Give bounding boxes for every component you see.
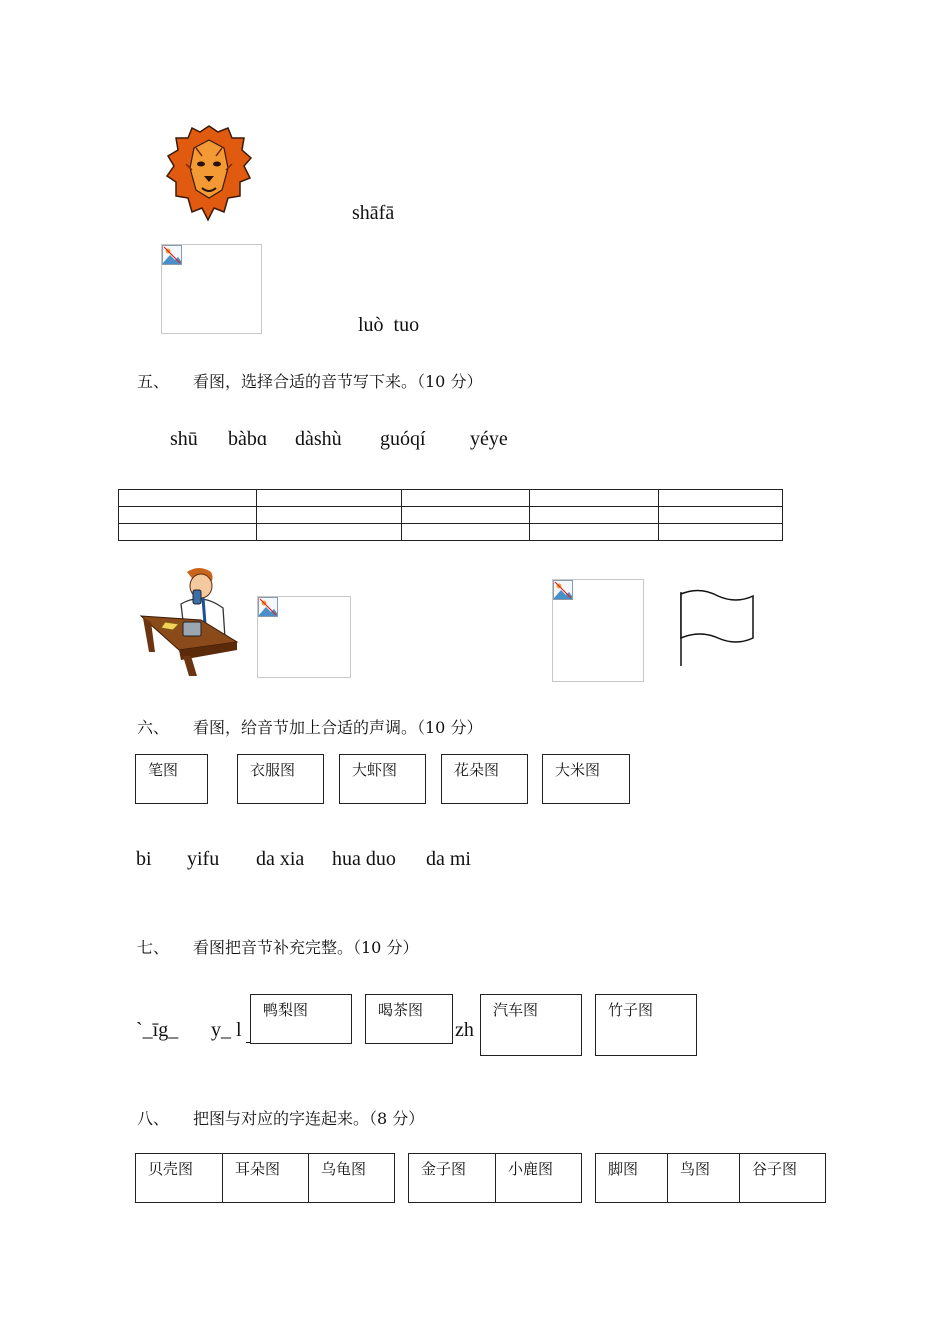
divider bbox=[308, 1154, 309, 1202]
picture-box-flower bbox=[441, 754, 528, 804]
picture-box-pen bbox=[135, 754, 208, 804]
grid-cell[interactable] bbox=[119, 507, 257, 524]
grid-cell[interactable] bbox=[119, 524, 257, 541]
picture-box-clothes bbox=[237, 754, 324, 804]
grid-cell[interactable] bbox=[658, 507, 782, 524]
box-label: 汽车图 bbox=[493, 1001, 539, 1019]
picture-box-shrimp bbox=[339, 754, 426, 804]
picture-group-1 bbox=[135, 1153, 395, 1203]
syllable-option: shū bbox=[170, 428, 198, 450]
section-instruction: 把图与对应的字连起来。（8 分） bbox=[193, 1109, 425, 1128]
box-label: 鸭梨图 bbox=[263, 1001, 309, 1019]
box-label: 乌龟图 bbox=[321, 1160, 367, 1178]
box-label: 脚图 bbox=[608, 1160, 639, 1178]
section-number: 五、 bbox=[137, 372, 170, 391]
box-label: 耳朵图 bbox=[235, 1160, 281, 1178]
syllable-option: guóqí bbox=[380, 428, 426, 450]
box-label: 金子图 bbox=[421, 1160, 467, 1178]
image-placeholder-grandpa bbox=[552, 579, 644, 682]
grid-cell[interactable] bbox=[658, 490, 782, 507]
tone-pinyin: bi bbox=[136, 848, 152, 870]
man-on-phone-clipart bbox=[139, 564, 240, 678]
picture-box-bamboo bbox=[595, 994, 697, 1056]
grid-row bbox=[119, 524, 783, 541]
image-placeholder-camel bbox=[161, 244, 262, 334]
answer-writing-grid bbox=[118, 489, 783, 541]
section-instruction: 看图，给音节加上合适的声调。（10 分） bbox=[193, 718, 483, 737]
syllable-fragment: `_īg_ bbox=[136, 1019, 179, 1041]
grid-row bbox=[119, 490, 783, 507]
grid-cell[interactable] bbox=[119, 490, 257, 507]
box-label: 笔图 bbox=[148, 761, 179, 779]
flag-icon bbox=[678, 588, 756, 668]
box-label: 衣服图 bbox=[250, 761, 296, 779]
section-instruction: 看图，选择合适的音节写下来。（10 分） bbox=[193, 372, 483, 391]
box-label: 喝茶图 bbox=[378, 1001, 424, 1019]
box-label: 贝壳图 bbox=[148, 1160, 194, 1178]
tone-pinyin: da xia bbox=[256, 848, 305, 870]
box-label: 花朵图 bbox=[454, 761, 500, 779]
section-number: 六、 bbox=[137, 718, 170, 737]
syllable-option: bàbɑ bbox=[228, 428, 268, 450]
section-7-heading bbox=[137, 935, 537, 957]
broken-image-icon bbox=[258, 597, 278, 617]
picture-box-tea bbox=[365, 994, 453, 1044]
syllable-fragment: zh bbox=[455, 1019, 474, 1041]
picture-box-car bbox=[480, 994, 582, 1056]
section-6-heading bbox=[137, 715, 537, 737]
divider bbox=[739, 1154, 740, 1202]
syllable-option: dàshù bbox=[295, 428, 342, 450]
picture-box-pear bbox=[250, 994, 352, 1044]
grid-cell[interactable] bbox=[257, 490, 401, 507]
grid-cell[interactable] bbox=[257, 524, 401, 541]
syllable-fragment: y_ l bbox=[211, 1019, 242, 1041]
section-8-heading bbox=[137, 1106, 537, 1128]
box-label: 小鹿图 bbox=[508, 1160, 554, 1178]
section-5-heading bbox=[137, 369, 537, 391]
image-placeholder-tree bbox=[257, 596, 351, 678]
section-instruction: 看图把音节补充完整。（10 分） bbox=[193, 938, 419, 957]
tone-pinyin: da mi bbox=[426, 848, 471, 870]
grid-cell[interactable] bbox=[530, 507, 658, 524]
grid-cell[interactable] bbox=[257, 507, 401, 524]
divider bbox=[222, 1154, 223, 1202]
grid-cell[interactable] bbox=[530, 524, 658, 541]
grid-cell[interactable] bbox=[401, 507, 529, 524]
broken-image-icon bbox=[162, 245, 182, 265]
grid-row bbox=[119, 507, 783, 524]
tone-pinyin: yifu bbox=[187, 848, 220, 870]
box-label: 大虾图 bbox=[352, 761, 398, 779]
picture-group-2 bbox=[408, 1153, 582, 1203]
grid-cell[interactable] bbox=[401, 490, 529, 507]
grid-cell[interactable] bbox=[530, 490, 658, 507]
box-label: 鸟图 bbox=[680, 1160, 711, 1178]
broken-image-icon bbox=[553, 580, 573, 600]
section-number: 七、 bbox=[137, 938, 170, 957]
box-label: 谷子图 bbox=[752, 1160, 798, 1178]
section-number: 八、 bbox=[137, 1109, 170, 1128]
picture-box-rice bbox=[542, 754, 630, 804]
box-label: 竹子图 bbox=[608, 1001, 654, 1019]
box-label: 大米图 bbox=[555, 761, 601, 779]
pinyin-luotuo: luò tuo bbox=[358, 314, 420, 336]
picture-group-3 bbox=[595, 1153, 826, 1203]
divider bbox=[495, 1154, 496, 1202]
grid-cell[interactable] bbox=[401, 524, 529, 541]
pinyin-shafa: shāfā bbox=[352, 202, 395, 224]
syllable-option: yéye bbox=[470, 428, 508, 450]
grid-cell[interactable] bbox=[658, 524, 782, 541]
divider bbox=[667, 1154, 668, 1202]
tone-pinyin: hua duo bbox=[332, 848, 396, 870]
lion-clipart bbox=[166, 124, 252, 222]
